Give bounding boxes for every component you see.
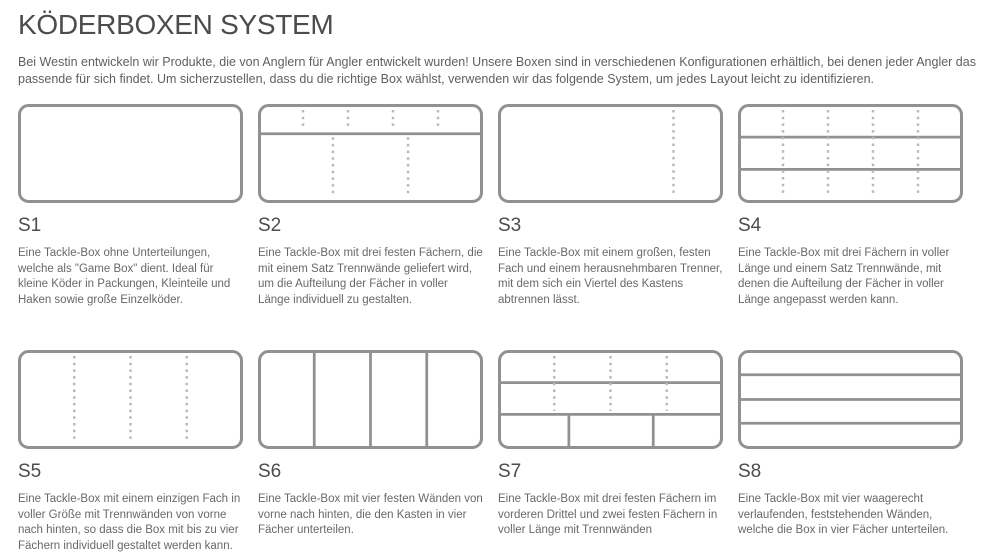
box-title: S5 bbox=[18, 461, 42, 482]
box-card-s1 bbox=[18, 104, 243, 308]
box-title: S1 bbox=[18, 215, 42, 236]
box-description: Eine Tackle-Box mit einem einzigen Fach in voller Größe mit Trennwänden von vorne nach hinten, so dass die Box mit bis zu vier Fächern individuell gestaltet werden kann. bbox=[18, 493, 241, 552]
box-description: Eine Tackle-Box ohne Unterteilungen, welche als "Game Box" dient. Ideal für kleine Köder in Packungen, Kleinteile und Haken sowie große Einzelköder. bbox=[18, 247, 231, 306]
box-description: Eine Tackle-Box mit vier waagerecht verlaufenden, feststehenden Wänden, welche die Box in vier Fächer unterteilen. bbox=[738, 493, 949, 536]
boxes-grid bbox=[18, 104, 982, 554]
box-diagram-s5 bbox=[18, 350, 243, 449]
box-diagram-s1 bbox=[18, 104, 243, 203]
box-description: Eine Tackle-Box mit einem großen, festen Fach und einem herausnehmbaren Trenner, mit dem sich ein Viertel des Kastens abtrennen lässt. bbox=[498, 247, 723, 306]
box-title: S7 bbox=[498, 461, 522, 482]
box-diagram-s6 bbox=[258, 350, 483, 449]
box-description: Eine Tackle-Box mit drei festen Fächern, die mit einem Satz Trennwände geliefert wird, um die Aufteilung der Fächer in voller Länge individuell zu gestalten. bbox=[258, 247, 483, 306]
box-title: S4 bbox=[738, 215, 762, 236]
box-title: S8 bbox=[738, 461, 762, 482]
box-diagram-s3 bbox=[498, 104, 723, 203]
box-card-s6 bbox=[258, 350, 483, 554]
box-card-s8 bbox=[738, 350, 963, 554]
box-description: Eine Tackle-Box mit drei festen Fächern im vorderen Drittel und zwei festen Fächern in voller Länge mit Trennwänden bbox=[498, 493, 718, 536]
box-description: Eine Tackle-Box mit drei Fächern in voller Länge und einem Satz Trennwände, mit denen die Aufteilung der Fächer in voller Länge angepasst werden kann. bbox=[738, 247, 950, 306]
box-description: Eine Tackle-Box mit vier festen Wänden von vorne nach hinten, die den Kasten in vier Fächer unterteilen. bbox=[258, 493, 483, 536]
intro-text: Bei Westin entwickeln wir Produkte, die von Anglern für Angler entwickelt wurden! Unsere Boxen sind in verschiedenen Konfigurationen erhältlich, bei denen jeder Angler das passende für sich findet. Um sicherzustellen, dass du die richtige Box wählst, verwenden wir das folgende System, um jedes Layout leicht zu identifizieren. bbox=[18, 55, 976, 86]
box-diagram-s2 bbox=[258, 104, 483, 203]
box-card-s4 bbox=[738, 104, 963, 308]
box-card-s7 bbox=[498, 350, 723, 554]
box-title: S2 bbox=[258, 215, 282, 236]
box-diagram-s8 bbox=[738, 350, 963, 449]
box-title: S3 bbox=[498, 215, 522, 236]
page-title: KÖDERBOXEN SYSTEM bbox=[18, 9, 334, 40]
box-card-s3 bbox=[498, 104, 723, 308]
box-card-s2 bbox=[258, 104, 483, 308]
box-diagram-s7 bbox=[498, 350, 723, 449]
box-diagram-s4 bbox=[738, 104, 963, 203]
box-card-s5 bbox=[18, 350, 243, 554]
box-title: S6 bbox=[258, 461, 282, 482]
